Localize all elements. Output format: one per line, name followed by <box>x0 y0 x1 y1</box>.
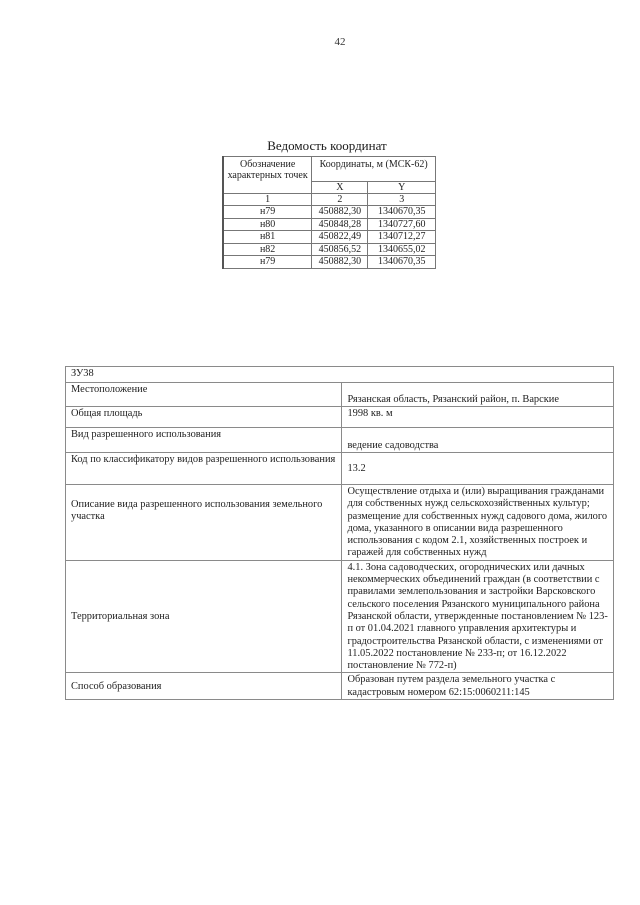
table-row <box>66 673 614 700</box>
parcel-id: ЗУ38 <box>66 367 614 383</box>
header-point-designation: Обозначение характерных точек <box>223 157 312 194</box>
table-row <box>223 243 436 256</box>
table-row <box>66 428 614 453</box>
row-label-location: Местоположение <box>66 383 342 407</box>
coordinates-header-row <box>223 157 436 182</box>
point-name: н79 <box>223 256 312 269</box>
row-value-permitted-use: ведение садоводства <box>342 428 614 453</box>
table-row <box>66 407 614 428</box>
parcel-info-table <box>65 366 614 700</box>
point-name: н82 <box>223 243 312 256</box>
coordinates-title: Ведомость координат <box>267 138 387 153</box>
header-coordinates-group: Координаты, м (МСК-62) <box>312 157 436 182</box>
table-row <box>223 256 436 269</box>
point-x: 450856,52 <box>312 243 368 256</box>
point-y: 1340727,60 <box>368 218 436 231</box>
row-label-use-description: Описание вида разрешенного использования земельного участка <box>66 485 342 561</box>
point-x: 450848,28 <box>312 218 368 231</box>
row-value-territorial-zone: 4.1. Зона садоводческих, огороднических или дачных некоммерческих объединений граждан (в соответствии с правилами землепользования и застройки Варсковского сельского поселения Рязанского муниципального района Рязанской области, утвержденные постановлением № 123-п от 01.04.2021 главного управления архитектуры и градостроительства Рязанской области, с изменениями от 11.05.2022 постановление № 233-п; от 16.12.2022 постановление № 772-п) <box>342 560 614 673</box>
table-row <box>223 231 436 244</box>
table-row <box>66 560 614 673</box>
table-row <box>223 218 436 231</box>
row-label-classifier-code: Код по классификатору видов разрешенного использования <box>66 453 342 485</box>
table-row <box>66 485 614 561</box>
point-name: н80 <box>223 218 312 231</box>
point-y: 1340670,35 <box>368 206 436 219</box>
row-value-location: Рязанская область, Рязанский район, п. Варские <box>342 383 614 407</box>
point-x: 450822,49 <box>312 231 368 244</box>
row-label-area: Общая площадь <box>66 407 342 428</box>
column-numbering-row <box>223 194 436 206</box>
row-value-formation-method: Образован путем раздела земельного участка с кадастровым номером 62:15:0060211:145 <box>342 673 614 700</box>
column-number: 3 <box>368 194 436 206</box>
point-x: 450882,30 <box>312 256 368 269</box>
row-value-classifier-code: 13.2 <box>342 453 614 485</box>
header-y: Y <box>368 182 436 194</box>
point-name: н79 <box>223 206 312 219</box>
parcel-id-row <box>66 367 614 383</box>
row-value-use-description: Осуществление отдыха и (или) выращивания гражданами для собственных нужд сельскохозяйственных культур; размещение для собственных нужд садового дома, жилого дома, указанного в описании вида разрешенного использования с кодом 2.1, хозяйственных построек и гаражей для собственных нужд <box>342 485 614 561</box>
row-label-formation-method: Способ образования <box>66 673 342 700</box>
column-number: 1 <box>223 194 312 206</box>
row-label-territorial-zone: Территориальная зона <box>66 560 342 673</box>
row-value-area: 1998 кв. м <box>342 407 614 428</box>
point-y: 1340712,27 <box>368 231 436 244</box>
table-row <box>223 206 436 219</box>
point-name: н81 <box>223 231 312 244</box>
point-y: 1340655,02 <box>368 243 436 256</box>
page-number: 42 <box>334 36 346 48</box>
table-row <box>66 453 614 485</box>
row-label-permitted-use: Вид разрешенного использования <box>66 428 342 453</box>
point-y: 1340670,35 <box>368 256 436 269</box>
column-number: 2 <box>312 194 368 206</box>
coordinates-table <box>222 156 436 269</box>
header-x: X <box>312 182 368 194</box>
table-row <box>66 383 614 407</box>
point-x: 450882,30 <box>312 206 368 219</box>
